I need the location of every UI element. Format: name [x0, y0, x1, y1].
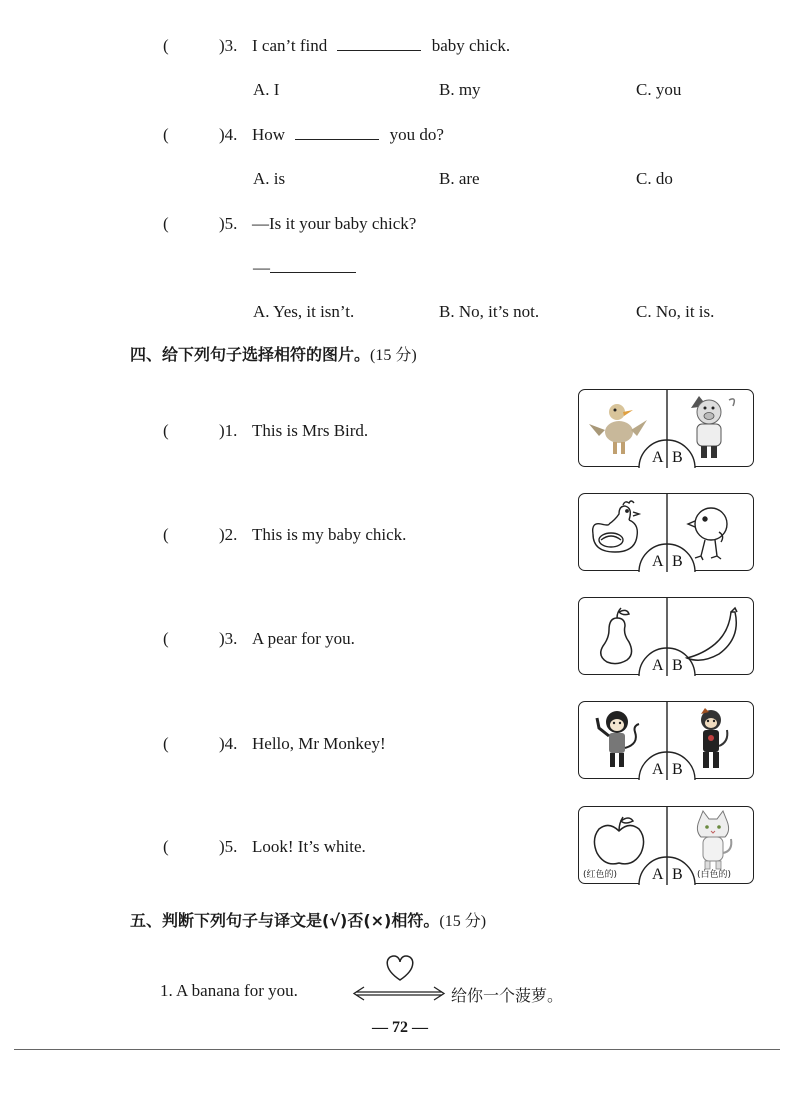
section5-heading	[130, 913, 486, 930]
picture-box-3	[578, 597, 754, 675]
section5-check-mark: (√)	[322, 911, 348, 930]
s5-item1-english: 1. A banana for you.	[160, 981, 298, 1000]
s4-item5-text: Look! It’s white.	[252, 837, 366, 856]
q4-paren-open: (	[163, 125, 169, 144]
box5-label-b: B	[672, 866, 683, 883]
section5-heading-pre: 五、判断下列句子与译文是	[130, 911, 323, 930]
q3-stem-after: baby chick.	[431, 36, 511, 55]
q5-option-b: B. No, it’s not.	[439, 302, 540, 321]
picture-box-2	[578, 493, 754, 571]
q3-option-b: B. my	[439, 80, 481, 99]
q4-option-b: B. are	[439, 169, 480, 188]
q4-option-a: A. is	[253, 169, 286, 188]
box5-left-note: (红色的)	[583, 870, 618, 880]
q3-paren-open: (	[163, 36, 169, 55]
box4-label-a: A	[652, 761, 664, 778]
box1-label-a: A	[652, 449, 664, 466]
picture-box-5	[578, 806, 754, 884]
banana-icon	[687, 608, 737, 660]
monkey-waving-icon	[597, 711, 639, 767]
s4-item1-paren: (	[163, 421, 169, 440]
apple-icon	[594, 817, 643, 864]
box5-label-a: A	[652, 866, 664, 883]
box4-label-b: B	[672, 761, 683, 778]
q4-answer-blank[interactable]	[295, 139, 379, 140]
q5-answer-line	[253, 259, 356, 276]
section4-title: 四、给下列句子选择相符的图片。	[130, 345, 371, 364]
q5-option-a: A. Yes, it isn’t.	[253, 302, 355, 321]
pear-icon	[601, 608, 632, 664]
q3-option-a: A. I	[253, 80, 280, 99]
section5-score: (15 分)	[439, 913, 487, 930]
q4-option-c: C. do	[636, 169, 673, 188]
s4-item1-number: )1.	[219, 421, 238, 440]
q4-stem-before: How	[252, 125, 286, 144]
box3-label-a: A	[652, 657, 664, 674]
picture-box-4-art	[579, 702, 755, 780]
q4-number: )4.	[219, 125, 238, 144]
section5-heading-post: 相符。	[391, 911, 440, 930]
box2-label-b: B	[672, 553, 683, 570]
section5-heading-mid: 否	[347, 911, 364, 930]
s4-item2-paren: (	[163, 525, 169, 544]
q5-option-c: C. No, it is.	[636, 302, 715, 321]
box2-label-a: A	[652, 553, 664, 570]
bird-figure-icon	[589, 404, 647, 454]
box5-right-note: (白色的)	[697, 870, 732, 880]
monkey-standing-icon	[701, 708, 727, 768]
s4-item4-paren: (	[163, 734, 169, 753]
double-arrow-icon	[354, 987, 444, 1000]
heart-icon	[387, 956, 413, 980]
s4-item3-paren: (	[163, 629, 169, 648]
section5-cross-mark: (×)	[363, 911, 392, 930]
q5-paren-open: (	[163, 214, 169, 233]
s4-item5-number: )5.	[219, 837, 238, 856]
q3-number: )3.	[219, 36, 238, 55]
s5-item1-answer-marker[interactable]	[352, 952, 448, 1002]
s4-item2-number: )2.	[219, 525, 238, 544]
picture-box-2-art	[579, 494, 755, 572]
box1-label-b: B	[672, 449, 683, 466]
cat-icon	[697, 811, 731, 869]
q5-stem: —Is it your baby chick?	[252, 214, 417, 233]
chick-icon	[688, 508, 727, 560]
q5-answer-dash: —	[253, 258, 270, 277]
q3-stem-before: I can’t find	[252, 36, 328, 55]
s4-item4-text: Hello, Mr Monkey!	[252, 734, 386, 753]
q4-stem-after: you do?	[389, 125, 444, 144]
s4-item4-number: )4.	[219, 734, 238, 753]
s4-item3-number: )3.	[219, 629, 238, 648]
q3-option-c: C. you	[636, 80, 682, 99]
section4-score: (15 分)	[370, 347, 417, 364]
s4-item3-text: A pear for you.	[252, 629, 355, 648]
q5-number: )5.	[219, 214, 238, 233]
hen-icon	[593, 501, 639, 552]
q3-stem	[252, 37, 510, 54]
footer-rule	[14, 1049, 780, 1050]
s4-item5-paren: (	[163, 837, 169, 856]
s4-item2-text: This is my baby chick.	[252, 525, 407, 544]
picture-box-4	[578, 701, 754, 779]
section4-heading	[130, 347, 417, 364]
page-number: — 72 —	[372, 1019, 428, 1036]
q4-stem	[252, 126, 444, 143]
q3-answer-blank[interactable]	[337, 50, 421, 51]
picture-box-1	[578, 389, 754, 467]
picture-box-1-art	[579, 390, 755, 468]
picture-box-3-art	[579, 598, 755, 676]
s4-item1-text: This is Mrs Bird.	[252, 421, 369, 440]
s5-item1-chinese: 给你一个菠萝。	[451, 986, 564, 1005]
q5-answer-blank[interactable]	[270, 272, 356, 273]
pig-figure-icon	[691, 396, 734, 458]
box3-label-b: B	[672, 657, 683, 674]
